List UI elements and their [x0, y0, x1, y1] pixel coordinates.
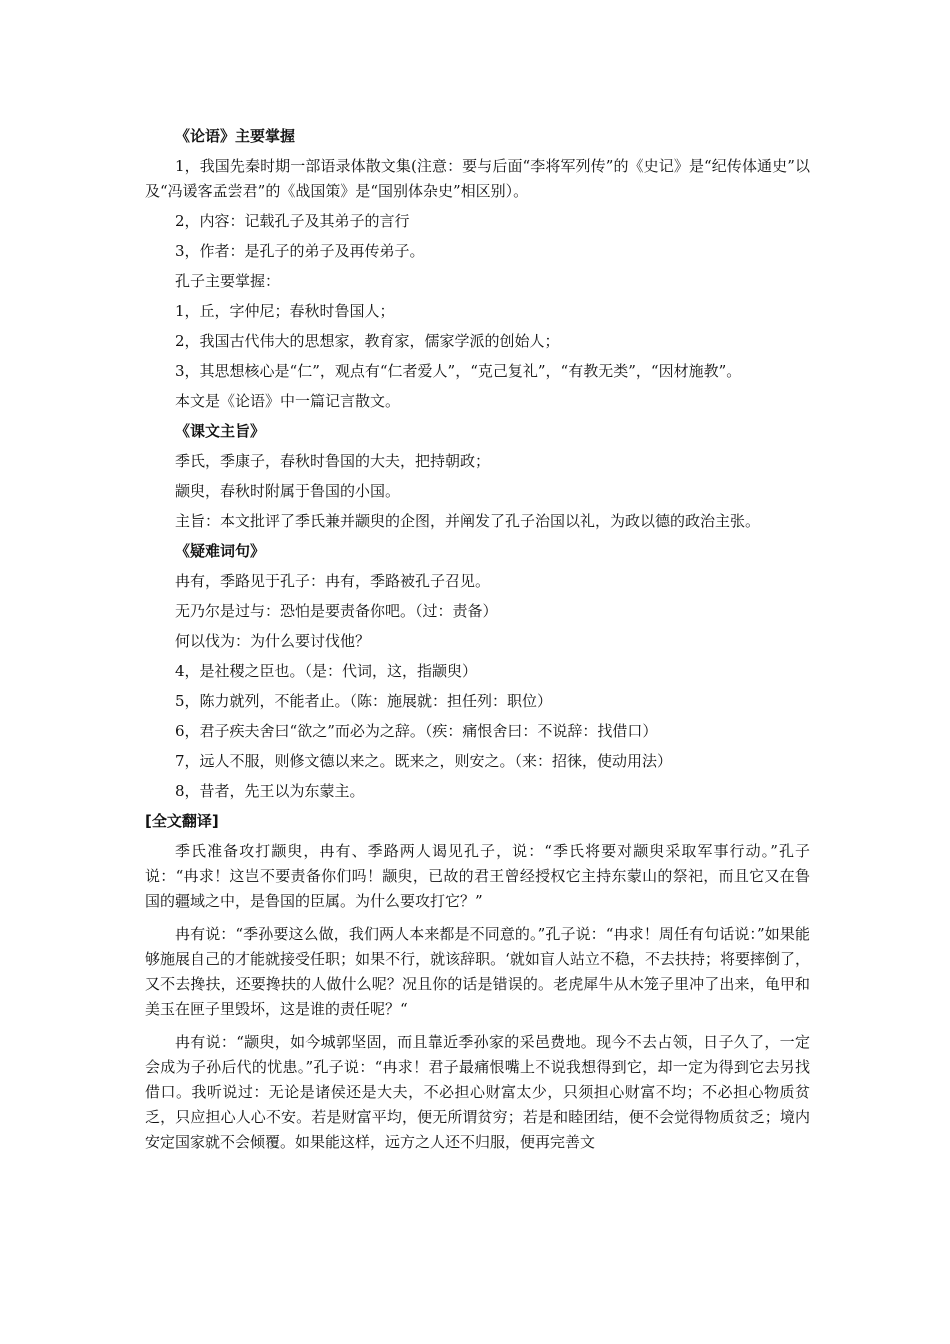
yinan-item: 冉有，季路见于孔子：冉有，季路被孔子召见。: [175, 572, 491, 590]
yinan-item: 8，昔者，先王以为东蒙主。: [175, 782, 365, 800]
lunyu-item: 2，内容：记载孔子及其弟子的言行: [175, 212, 410, 230]
document-page: [145, 124, 810, 1163]
yinan-item: 7，远人不服，则修文德以来之。既来之，则安之。（来：招徕，使动用法）: [175, 752, 673, 770]
heading-yinan: 《疑难词句》: [175, 542, 266, 560]
yinan-item: 无乃尔是过与：恐怕是要责备你吧。（过：责备）: [175, 602, 498, 620]
zhuzhi-item: 季氏，季康子，春秋时鲁国的大夫，把持朝政；: [175, 452, 491, 470]
kongzi-item: 3，其思想核心是“仁”，观点有“仁者爱人”，“克己复礼”，“有教无类”，“因材施教”。: [175, 362, 742, 380]
kongzi-item: 2，我国古代伟大的思想家，教育家，儒家学派的创始人；: [175, 332, 560, 350]
yinan-item: 6，君子疾夫舍曰“欲之”而必为之辞。（疾：痛恨舍曰：不说辞：找借口）: [175, 722, 658, 740]
yinan-item: 5，陈力就列，不能者止。（陈：施展就：担任列：职位）: [175, 692, 553, 710]
yinan-item: 4，是社稷之臣也。（是：代词，这，指颛臾）: [175, 662, 478, 680]
kongzi-item: 1，丘，字仲尼；春秋时鲁国人；: [175, 302, 395, 320]
lunyu-item: 1，我国先秦时期一部语录体散文集(注意：要与后面“李将军列传”的《史记》是“纪传体通史”以及“冯谖客孟尝君”的《战国策》是“国别体杂史”相区别）。: [145, 157, 810, 200]
intro-note: 本文是《论语》中一篇记言散文。: [175, 392, 401, 410]
heading-zhuzhi: 《课文主旨》: [175, 422, 266, 440]
lunyu-item: 3，作者：是孔子的弟子及再传弟子。: [175, 242, 425, 260]
heading-fanyi: [全文翻译]: [145, 812, 219, 830]
fanyi-paragraph: 冉有说：“季孙要这么做，我们两人本来都是不同意的。”孔子说：“冉求！周任有句话说：”如果能够施展自己的才能就接受任职；如果不行，就该辞职。‘就如盲人站立不稳，不去扶持；将要摔倒了，又不去搀扶，还要搀扶的人做什么呢？况且你的话是错误的。老虎犀牛从木笼子里冲了出来，龟甲和美玉在匣子里毁坏，这是谁的责任呢？“: [145, 925, 810, 1018]
zhuzhi-item: 颛臾，春秋时附属于鲁国的小国。: [175, 482, 401, 500]
heading-lunyu: 《论语》主要掌握: [175, 127, 296, 145]
kongzi-label: 孔子主要掌握：: [175, 272, 281, 290]
zhuzhi-item: 主旨：本文批评了季氏兼并颛臾的企图，并阐发了孔子治国以礼，为政以德的政治主张。: [175, 512, 761, 530]
fanyi-paragraph: 冉有说：“颛臾，如今城郭坚固，而且靠近季孙家的采邑费地。现今不去占领，日子久了，一定会成为子孙后代的忧患。”孔子说：“冉求！君子最痛恨嘴上不说我想得到它，却一定为得到它去另找借口。我听说过：无论是诸侯还是大夫，不必担心财富太少，只须担心财富不均；不必担心物质贫乏，只应担心人心不安。若是财富平均，便无所谓贫穷；若是和睦团结，便不会觉得物质贫乏；境内安定国家就不会倾覆。如果能这样，远方之人还不归服，便再完善文: [145, 1033, 810, 1151]
yinan-item: 何以伐为：为什么要讨伐他？: [175, 632, 371, 650]
fanyi-paragraph: 季氏准备攻打颛臾，冉有、季路两人谒见孔子，说：“季氏将要对颛臾采取军事行动。”孔子说：“冉求！这岂不要责备你们吗！颛臾，已故的君王曾经授权它主持东蒙山的祭祀，而且它又在鲁国的疆域之中，是鲁国的臣属。为什么要攻打它？”: [145, 842, 810, 910]
